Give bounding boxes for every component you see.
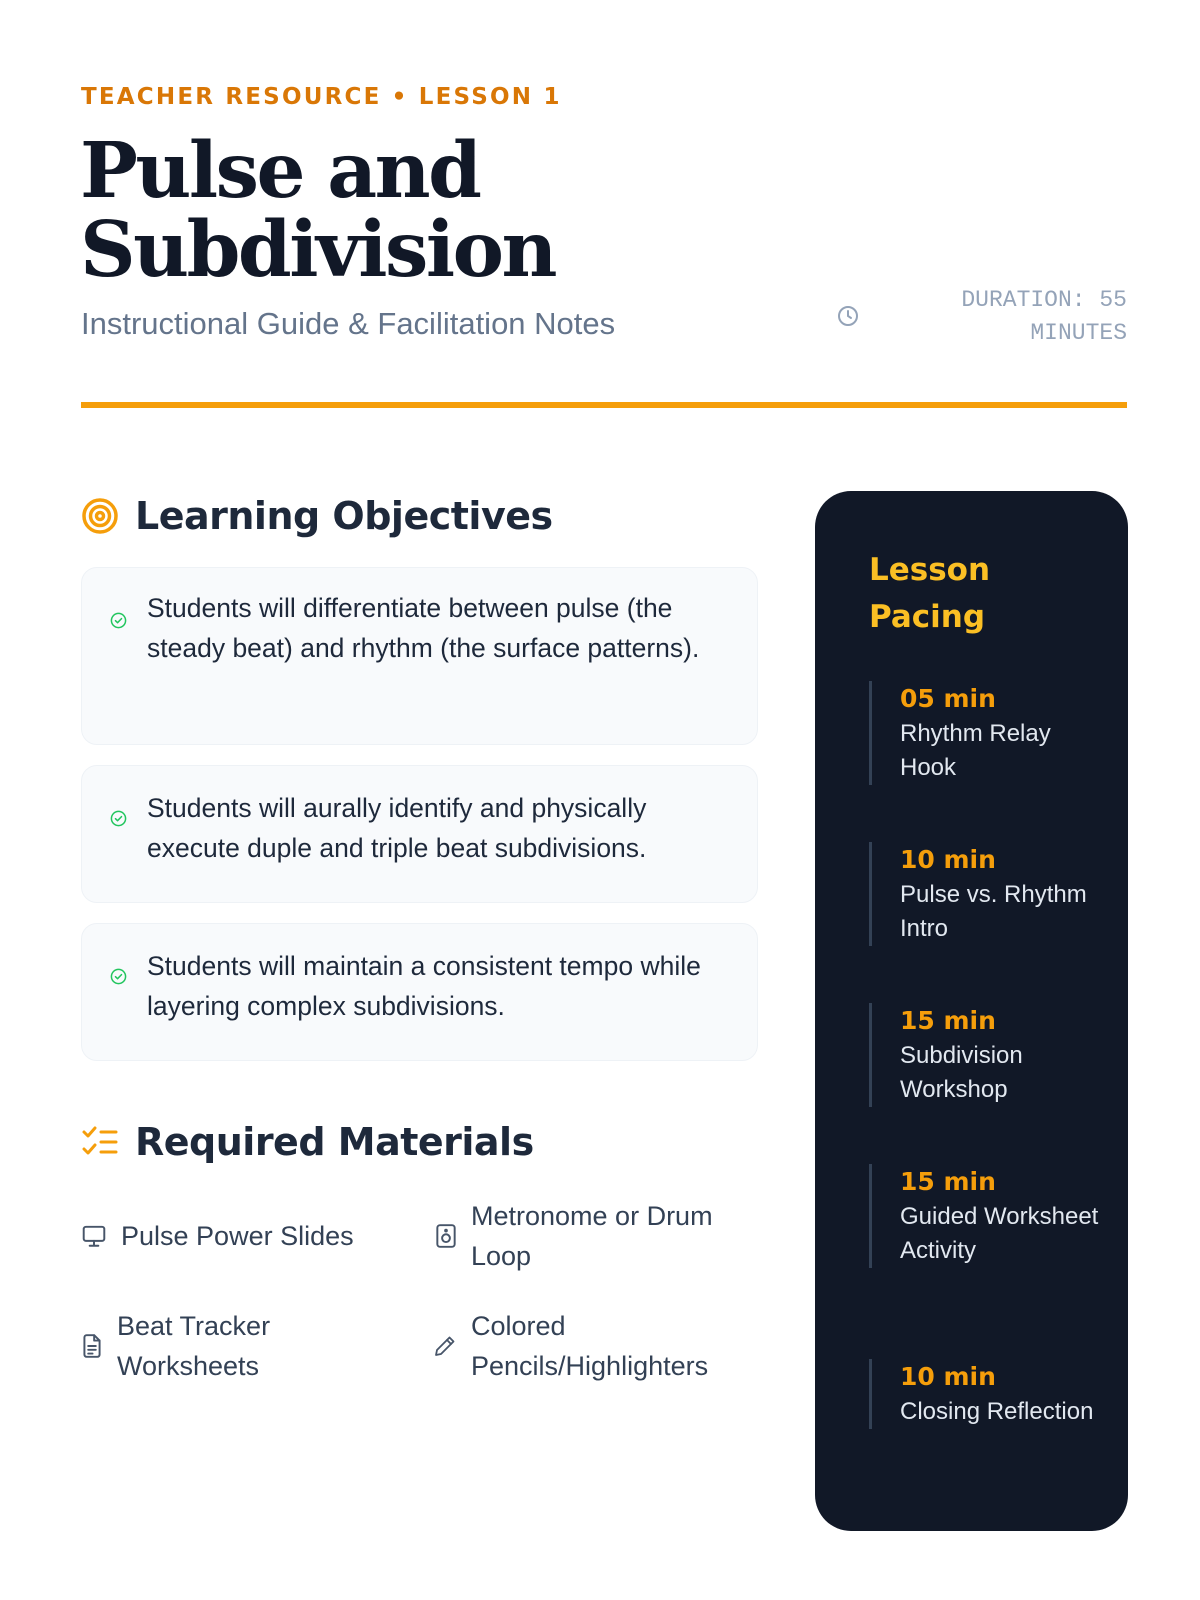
page-subtitle: Instructional Guide & Facilitation Notes [81,306,616,341]
check-circle-icon [110,612,127,629]
pencil-icon [433,1334,457,1358]
pacing-time: 15 min [900,1167,996,1196]
page-title: Pulse and Subdivision [80,126,555,295]
pacing-activity: Subdivision Workshop [900,1042,1023,1103]
pacing-activity: Pulse vs. Rhythm Intro [900,881,1087,942]
material-label: Colored Pencils/Highlighters [471,1311,709,1381]
objective-text: Students will aurally identify and physically execute duple and triple beat subdivisions. [147,793,647,863]
material-item [433,1306,751,1386]
objective-card [81,567,758,745]
materials-heading-text: Required Materials [135,1120,534,1164]
duration-label: DURATION: 55 MINUTES [961,287,1127,346]
checklist-icon [81,1125,119,1159]
speaker-icon [435,1223,457,1249]
material-item [81,1216,401,1256]
pacing-activity: Closing Reflection [900,1398,1094,1425]
document-icon [81,1333,103,1359]
pacing-time: 05 min [900,684,996,713]
objectives-heading-text: Learning Objectives [135,494,553,538]
lesson-pacing-panel [815,491,1128,1531]
materials-heading [81,1120,534,1164]
pacing-item [869,1164,1109,1268]
pacing-item [869,681,1109,785]
objective-text: Students will differentiate between pulse (the steady beat) and rhythm (the surface patterns). [147,593,700,663]
pacing-item [869,1359,1109,1429]
material-item [81,1306,397,1386]
check-circle-icon [110,968,127,985]
objective-text: Students will maintain a consistent tempo while layering complex subdivisions. [147,951,701,1021]
objectives-heading [81,494,553,538]
eyebrow-label: TEACHER RESOURCE • LESSON 1 [81,84,562,110]
pacing-item [869,842,1109,946]
check-circle-icon [110,810,127,827]
material-label: Pulse Power Slides [121,1221,354,1251]
pacing-time: 15 min [900,1006,996,1035]
material-item [435,1196,751,1276]
pacing-heading: Lesson Pacing [869,552,991,635]
pacing-time: 10 min [900,1362,996,1391]
target-icon [81,497,119,535]
material-label: Metronome or Drum Loop [471,1201,713,1271]
pacing-time: 10 min [900,845,996,874]
header-divider [81,402,1127,408]
pacing-item [869,1003,1109,1107]
pacing-activity: Rhythm Relay Hook [900,720,1051,781]
pacing-activity: Guided Worksheet Activity [900,1203,1099,1264]
objective-card [81,765,758,903]
monitor-icon [81,1223,107,1249]
clock-icon [836,304,860,328]
material-label: Beat Tracker Worksheets [117,1311,271,1381]
objective-card [81,923,758,1061]
